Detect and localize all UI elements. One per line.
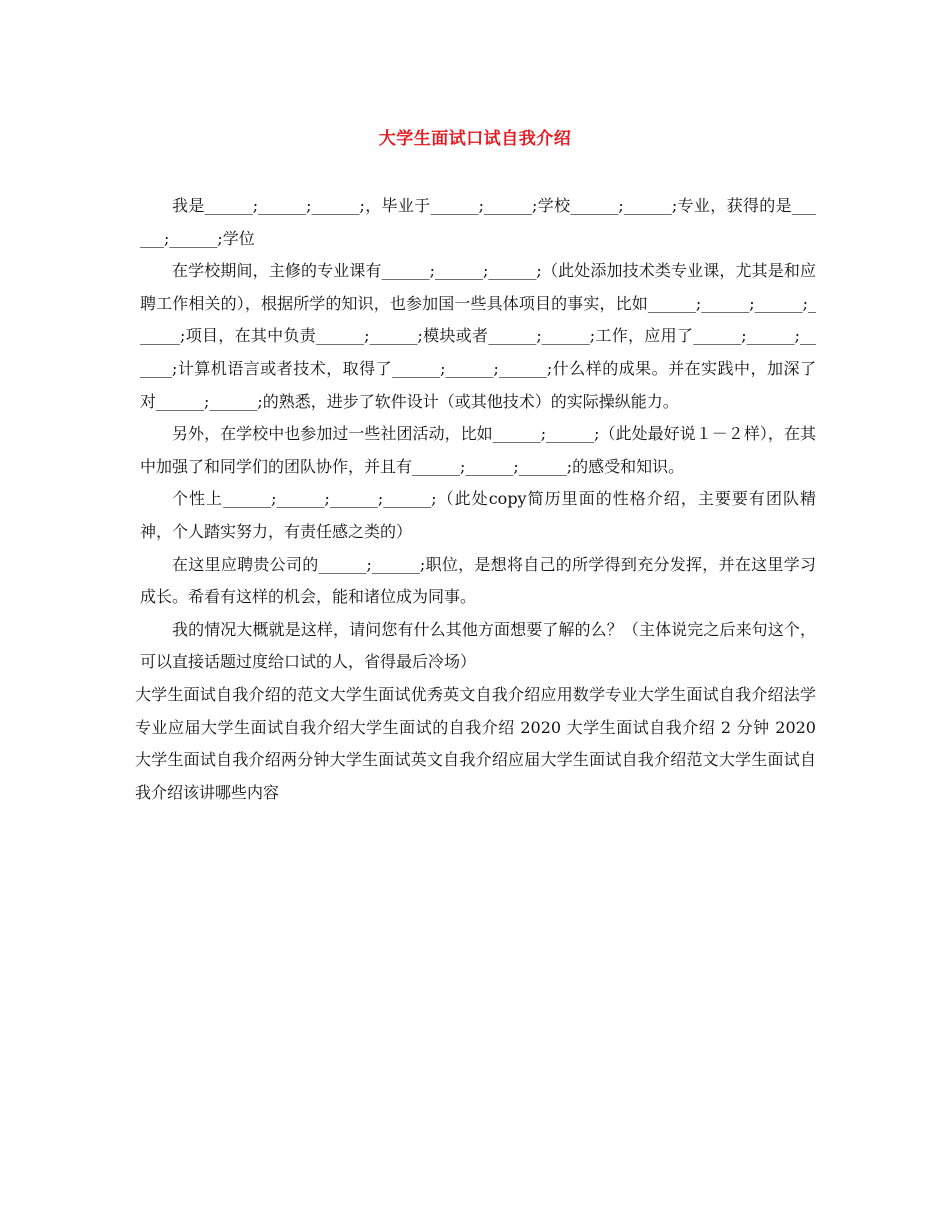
paragraph-position: 在这里应聘贵公司的______;______;职位，是想将自己的所学得到充分发挥，并在这里学习成长。希看有这样的机会，能和诸位成为同事。 bbox=[140, 554, 816, 607]
document-body bbox=[135, 190, 816, 809]
paragraph-school-projects: 在学校期间，主修的专业课有______;______;______;（此处添加技术类专业课，尤其是和应聘工作相关的），根据所学的知识，也参加国一些具体项目的事实，比如______;______;______;______;项目，在其中负责______;______;模块或者______;______;工作，应用了______;______;______;计算机语言或者技术，取得了______;______;______;什么样的成果。并在实践中，加深了对______;______;的熟悉，进步了软件设计（或其他技术）的实际操纵能力。 bbox=[140, 261, 816, 411]
paragraph-club-activities: 另外，在学校中也参加过一些社团活动，比如______;______;（此处最好说１－２样），在其中加强了和同学们的团队协作，并且有______;______;______;的感受和知识。 bbox=[140, 424, 816, 476]
paragraph-closing: 我的情况大概就是这样，请问您有什么其他方面想要了解的么？（主体说完之后来句这个，可以直接话题过度给口试的人，省得最后冷场） bbox=[140, 619, 816, 672]
related-links-text: 大学生面试自我介绍的范文大学生面试优秀英文自我介绍应用数学专业大学生面试自我介绍法学专业应届大学生面试自我介绍大学生面试的自我介绍 2020 大学生面试自我介绍 2 分钟 2020 大学生面试自我介绍两分钟大学生面试英文自我介绍应届大学生面试自我介绍范文大学生面试自我介绍该讲哪些内容 bbox=[135, 684, 816, 802]
document-title: 大学生面试口试自我介绍 bbox=[378, 129, 572, 149]
paragraph-intro: 我是______;______;______;，毕业于______;______;学校______;______;专业，获得的是______;______;学位 bbox=[140, 196, 816, 248]
paragraph-personality: 个性上______;______;______;______;（此处copy简历里面的性格介绍，主要要有团队精神，个人踏实努力，有责任感之类的） bbox=[140, 489, 816, 541]
